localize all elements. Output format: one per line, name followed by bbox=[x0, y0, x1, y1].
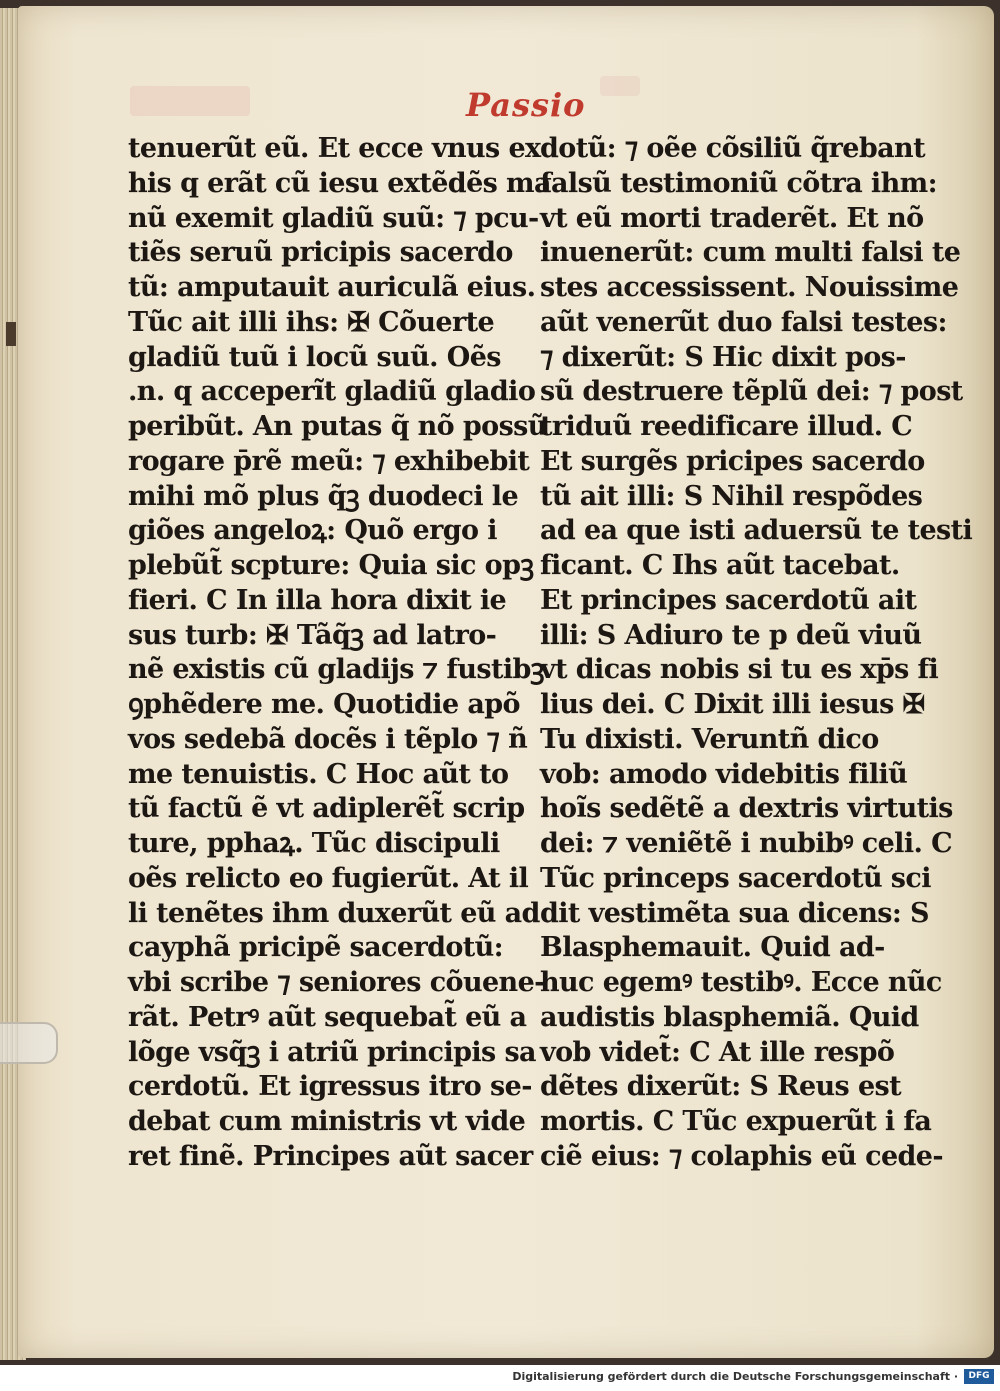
text-line: sus turb: ✠ Tãq̃ꝫ ad latro- bbox=[128, 619, 497, 651]
text-line: oẽs relicto eo fugierũt. At il bbox=[128, 862, 529, 894]
text-line: plebũt̃ scpture: Quia sic opꝫ bbox=[128, 550, 534, 581]
text-line: li tenẽtes ihm duxerũt eũ ad bbox=[128, 897, 540, 929]
text-line: ⁊ dixerũt: S Hic dixit pos- bbox=[540, 341, 906, 373]
text-line: cerdotũ. Et igressus itro se- bbox=[128, 1071, 532, 1103]
text-line: dotũ: ⁊ oẽe cõsiliũ q̃rebant bbox=[540, 133, 925, 164]
text-line: vt dicas nobis si tu es xp̄s fi bbox=[540, 654, 939, 686]
footer-bar bbox=[0, 1365, 1000, 1391]
funding-credit: Digitalisierung gefördert durch die Deutsche Forschungsgemeinschaft · bbox=[512, 1370, 958, 1383]
text-line: vbi scribe ⁊ seniores cõuene- bbox=[128, 967, 545, 998]
bookmark-clip bbox=[0, 1022, 58, 1064]
text-line: tiẽs seruũ pricipis sacerdo bbox=[128, 237, 513, 269]
text-line: vob: amodo videbitis filiũ bbox=[540, 758, 908, 790]
text-line: debat cum ministris vt vide bbox=[128, 1106, 526, 1137]
text-line: dẽtes dixerũt: S Reus est bbox=[540, 1071, 902, 1103]
text-line: vt eũ morti traderẽt. Et nõ bbox=[540, 202, 924, 234]
text-column-right bbox=[540, 132, 973, 1175]
text-line: Et principes sacerdotũ ait bbox=[540, 584, 917, 616]
text-line: ture, pphaꝝ. Tũc discipuli bbox=[128, 828, 500, 859]
text-line: stes accessissent. Nouissime bbox=[540, 272, 959, 303]
text-line: vob videt̃: C At ille respõ bbox=[540, 1036, 895, 1068]
dfg-logo: DFG bbox=[964, 1369, 994, 1384]
text-line: Et surgẽs pricipes sacerdo bbox=[540, 445, 925, 477]
text-line: tũ factũ ẽ vt adiplerẽt̃ scrip bbox=[128, 793, 525, 825]
text-line: nẽ existis cũ gladijs ⁊ fustibꝫ bbox=[128, 654, 544, 686]
text-line: mihi mõ plus q̃ꝫ duodeci le bbox=[128, 480, 519, 512]
text-line: .n. q acceperĩt gladiũ gladio bbox=[128, 376, 536, 408]
text-line: mortis. C Tũc expuerũt i fa bbox=[540, 1106, 932, 1137]
text-line: rogare p̄rẽ meũ: ⁊ exhibebit bbox=[128, 445, 530, 477]
show-through-stain bbox=[600, 76, 640, 96]
text-line: aũt venerũt duo falsi testes: bbox=[540, 306, 947, 338]
text-line: hoĩs sedẽtẽ a dextris virtutis bbox=[540, 793, 953, 825]
text-line: tenuerũt eũ. Et ecce vnus ex bbox=[128, 133, 541, 164]
text-line: sũ destruere tẽplũ dei: ⁊ post bbox=[540, 376, 963, 408]
text-line: vos sedebã docẽs i tẽplo ⁊ ñ bbox=[128, 723, 528, 755]
text-line: me tenuistis. C Hoc aũt to bbox=[128, 758, 509, 790]
text-line: tũ: amputauit auriculã eius. bbox=[128, 272, 536, 303]
text-line: gladiũ tuũ i locũ suũ. Oẽs bbox=[128, 341, 501, 373]
text-line: Tũc princeps sacerdotũ sci bbox=[540, 862, 931, 894]
text-line: Blasphemauit. Quid ad- bbox=[540, 932, 885, 964]
text-line: ad ea que isti aduersũ te testi bbox=[540, 515, 973, 547]
text-line: rãt. Petrꝰ aũt sequebat̃ eũ a bbox=[128, 1001, 527, 1033]
text-line: Tu dixisti. Veruntñ dico bbox=[540, 723, 879, 755]
text-line: ciẽ eius: ⁊ colaphis eũ cede- bbox=[540, 1140, 943, 1172]
text-line: illi: S Adiuro te p deũ viuũ bbox=[540, 619, 922, 651]
text-line: peribũt. An putas q̃ nõ possũ bbox=[128, 411, 547, 442]
text-line: giões angeloꝝ: Quõ ergo i bbox=[128, 515, 497, 547]
show-through-stain bbox=[130, 86, 250, 116]
text-line: nũ exemit gladiũ suũ: ⁊ pcu- bbox=[128, 202, 539, 234]
text-line: audistis blasphemiã. Quid bbox=[540, 1001, 919, 1033]
text-line: tũ ait illi: S Nihil respõdes bbox=[540, 480, 923, 512]
text-line: ret finẽ. Principes aũt sacer bbox=[128, 1140, 533, 1172]
text-line: his q erãt cũ iesu extẽdẽs ma bbox=[128, 167, 551, 199]
text-line: inuenerũt: cum multi falsi te bbox=[540, 237, 961, 269]
text-line: triduũ reedificare illud. C bbox=[540, 411, 913, 442]
text-line: cayphã pricipẽ sacerdotũ: bbox=[128, 932, 504, 964]
text-line: ficant. C Ihs aũt tacebat. bbox=[540, 550, 900, 581]
text-line: ꝯphẽdere me. Quotidie apõ bbox=[128, 689, 520, 720]
text-line: lõge vsq̃ꝫ i atriũ principis sa bbox=[128, 1036, 536, 1068]
text-line: huc egemꝰ testibꝰ. Ecce nũc bbox=[540, 967, 942, 998]
text-line: Tũc ait illi ihs: ✠ Cõuerte bbox=[128, 306, 495, 338]
text-line: dei: ⁊ veniẽtẽ i nubibꝰ celi. C bbox=[540, 828, 952, 859]
text-line: fieri. C In illa hora dixit ie bbox=[128, 584, 507, 616]
text-column-left bbox=[128, 132, 551, 1175]
text-line: falsũ testimoniũ cõtra ihm: bbox=[540, 167, 937, 199]
running-head: Passio bbox=[466, 86, 586, 124]
text-line: dit vestimẽta sua dicens: S bbox=[540, 897, 929, 929]
text-line: lius dei. C Dixit illi iesus ✠ bbox=[540, 689, 925, 720]
binding-tab bbox=[6, 322, 16, 346]
